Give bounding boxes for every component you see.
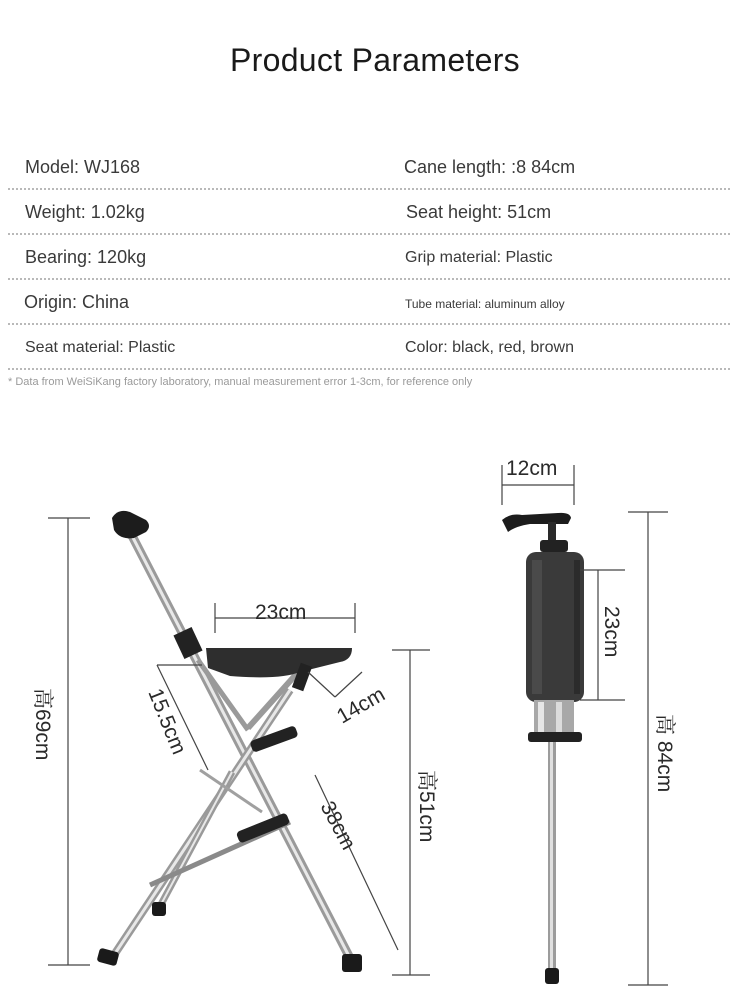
dim-folded-seat: 23cm [600,606,623,658]
dim-seat-width: 23cm [255,601,307,624]
param-color: Color: black, red, brown [405,339,574,356]
stool-cane-illustration [97,511,362,972]
param-tube-material: Tube material: aluminum alloy [405,297,565,311]
param-weight: Weight: 1.02kg [25,202,145,222]
param-seat-material: Seat material: Plastic [25,339,176,356]
param-bearing: Bearing: 120kg [25,247,147,267]
param-origin: Origin: China [24,292,130,312]
dim-cane-height: 高 84cm [653,714,676,793]
param-model: Model: WJ168 [25,157,141,177]
footnote: * Data from WeiSiKang factory laboratory, manual measurement error 1-3cm, for reference only [8,376,473,388]
folded-cane-illustration [502,513,584,984]
dim-total-height: 高69cm [31,688,54,761]
dim-arm-length: 15.5cm [143,685,191,758]
page-title: Product Parameters [230,42,520,78]
param-seat-height: Seat height: 51cm [406,202,552,222]
dimension-lines-right [502,465,668,985]
dim-seat-height: 高51cm [415,770,438,843]
dim-handle-width: 12cm [506,457,558,480]
param-grip-material: Grip material: Plastic [405,249,553,266]
dim-seat-depth: 14cm [333,682,389,729]
dim-leg-length: 38cm [315,797,361,854]
param-cane-length: Cane length: :8 84cm [404,157,576,177]
